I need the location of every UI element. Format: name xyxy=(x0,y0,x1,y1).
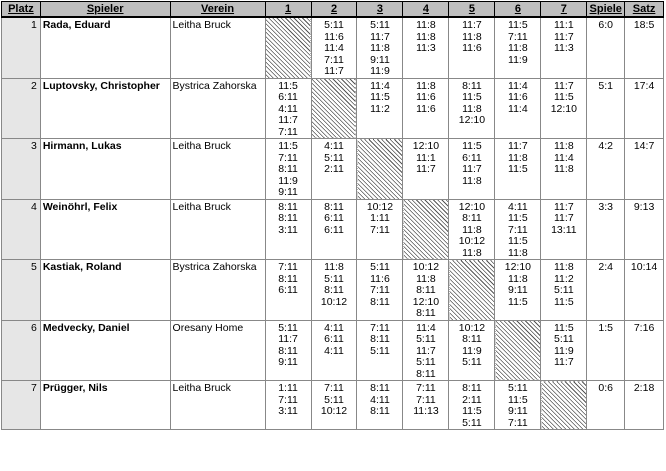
set-score: 8:11 xyxy=(416,367,436,380)
set-score: 11:7 xyxy=(416,344,436,357)
set-score: 11:8 xyxy=(370,42,390,54)
set-score: 9:11 xyxy=(370,53,390,66)
set-score: 7:11 xyxy=(508,416,528,429)
match-score-cell xyxy=(541,17,587,78)
set-score: 8:11 xyxy=(370,382,390,394)
match-score-cell xyxy=(495,199,541,260)
set-score: 5:11 xyxy=(324,272,344,285)
set-score: 4:11 xyxy=(324,321,344,334)
set-score: 10:12 xyxy=(320,295,348,308)
set-score: 11:9 xyxy=(508,53,528,66)
match-score-cell xyxy=(541,320,587,381)
header-spieler: Spieler xyxy=(40,2,170,18)
player-row xyxy=(2,320,664,381)
results-body xyxy=(2,17,664,430)
set-score: 11:8 xyxy=(416,272,436,285)
player-name: Hirmann, Lukas xyxy=(40,139,170,200)
set-score: 2:11 xyxy=(462,393,482,406)
rank-cell: 1 xyxy=(2,17,41,78)
set-score: 11:6 xyxy=(370,272,390,285)
set-score: 4:11 xyxy=(324,140,344,152)
set-score: 11:2 xyxy=(370,102,390,115)
set-score: 11:7 xyxy=(278,114,298,126)
player-row xyxy=(2,78,664,139)
set-score: 11:4 xyxy=(416,321,436,334)
self-match-cell xyxy=(265,17,311,78)
set-score: 11:6 xyxy=(416,91,436,103)
set-score: 4:11 xyxy=(370,393,390,406)
set-score: 11:6 xyxy=(324,30,344,43)
set-score: 11:8 xyxy=(416,19,436,31)
header-platz: Platz xyxy=(2,2,41,18)
set-score: 8:11 xyxy=(278,200,298,213)
set-score: 11:8 xyxy=(462,174,482,187)
self-match-cell xyxy=(495,320,541,381)
set-score: 11:5 xyxy=(508,235,528,247)
set-score: 11:5 xyxy=(508,163,528,175)
match-score-cell xyxy=(449,199,495,260)
set-score: 11:5 xyxy=(370,91,390,103)
player-row xyxy=(2,381,664,430)
match-score-cell xyxy=(403,381,449,430)
rank-cell: 7 xyxy=(2,381,41,430)
match-score-cell xyxy=(495,17,541,78)
set-score: 11:8 xyxy=(554,140,574,152)
player-club: Bystrica Zahorska xyxy=(170,260,265,321)
set-score: 5:11 xyxy=(324,19,344,31)
set-score: 5:11 xyxy=(416,356,436,368)
set-score: 6:11 xyxy=(324,212,344,224)
set-score: 8:11 xyxy=(278,344,298,357)
set-score: 11:6 xyxy=(416,102,436,115)
set-score: 12:10 xyxy=(550,102,577,115)
header-round-3: 3 xyxy=(357,2,403,18)
match-score-cell xyxy=(357,17,403,78)
player-row xyxy=(2,199,664,260)
set-score: 7:11 xyxy=(370,284,390,296)
rank-cell: 2 xyxy=(2,78,41,139)
set-score: 6:11 xyxy=(278,91,298,103)
set-score: 11:5 xyxy=(554,91,574,103)
set-score: 9:11 xyxy=(278,186,298,198)
set-score: 11:7 xyxy=(462,19,482,31)
set-score: 11:9 xyxy=(370,65,390,77)
match-score-cell xyxy=(357,260,403,321)
set-score: 11:8 xyxy=(508,42,528,54)
set-score: 5:11 xyxy=(462,416,482,429)
set-score: 7:11 xyxy=(278,125,298,138)
set-score: 11:5 xyxy=(554,321,574,334)
set-score: 9:11 xyxy=(508,284,528,296)
match-score-cell xyxy=(311,139,357,200)
set-score: 11:7 xyxy=(554,30,574,43)
match-score-cell xyxy=(403,78,449,139)
match-score-cell xyxy=(495,139,541,200)
set-score: 1:11 xyxy=(370,212,390,224)
sets-total: 17:4 xyxy=(625,78,664,139)
set-score: 6:11 xyxy=(324,333,344,345)
results-table-container xyxy=(1,1,664,430)
set-score: 8:11 xyxy=(278,272,298,285)
match-score-cell xyxy=(541,78,587,139)
header-row xyxy=(2,2,664,18)
set-score: 11:7 xyxy=(554,212,574,224)
set-score: 6:11 xyxy=(324,223,344,236)
set-score: 11:8 xyxy=(416,30,436,43)
set-score: 11:1 xyxy=(554,19,574,31)
set-score: 2:11 xyxy=(324,163,344,175)
match-score-cell xyxy=(265,139,311,200)
set-score: 11:5 xyxy=(278,79,298,92)
self-match-cell xyxy=(357,139,403,200)
games-total: 1:5 xyxy=(587,320,625,381)
set-score: 11:4 xyxy=(554,151,574,164)
player-name: Medvecky, Daniel xyxy=(40,320,170,381)
set-score: 11:9 xyxy=(278,174,298,187)
set-score: 7:11 xyxy=(416,382,436,394)
match-score-cell xyxy=(495,260,541,321)
set-score: 11:3 xyxy=(416,42,436,54)
match-score-cell xyxy=(403,320,449,381)
sets-total: 9:13 xyxy=(625,199,664,260)
set-score: 11:8 xyxy=(554,261,574,273)
match-score-cell xyxy=(541,199,587,260)
match-score-cell xyxy=(449,139,495,200)
match-score-cell xyxy=(265,78,311,139)
player-club: Leitha Bruck xyxy=(170,381,265,430)
match-score-cell xyxy=(265,320,311,381)
match-score-cell xyxy=(449,320,495,381)
player-name: Rada, Eduard xyxy=(40,17,170,78)
match-score-cell xyxy=(265,381,311,430)
sets-total: 18:5 xyxy=(625,17,664,78)
match-score-cell xyxy=(403,260,449,321)
set-score: 11:9 xyxy=(554,344,574,357)
header-satz: Satz xyxy=(625,2,664,18)
round-robin-table xyxy=(1,1,664,430)
set-score: 10:12 xyxy=(458,235,486,247)
sets-total: 14:7 xyxy=(625,139,664,200)
set-score: 5:11 xyxy=(324,393,344,406)
set-score: 11:7 xyxy=(554,200,574,213)
player-row xyxy=(2,17,664,78)
set-score: 11:8 xyxy=(508,151,528,164)
player-club: Oresany Home xyxy=(170,320,265,381)
set-score: 8:11 xyxy=(324,284,344,296)
set-score: 11:5 xyxy=(508,19,528,31)
match-score-cell xyxy=(495,78,541,139)
set-score: 11:8 xyxy=(324,261,344,273)
games-total: 0:6 xyxy=(587,381,625,430)
set-score: 6:11 xyxy=(278,284,298,296)
set-score: 11:5 xyxy=(508,393,528,406)
set-score: 11:3 xyxy=(554,42,574,54)
set-score: 5:11 xyxy=(462,356,482,368)
set-score: 7:11 xyxy=(278,261,298,273)
match-score-cell xyxy=(449,17,495,78)
set-score: 12:10 xyxy=(412,140,440,152)
set-score: 7:11 xyxy=(278,393,298,406)
set-score: 11:8 xyxy=(462,30,482,43)
set-score: 4:11 xyxy=(508,200,528,213)
player-club: Leitha Bruck xyxy=(170,139,265,200)
match-score-cell xyxy=(449,78,495,139)
set-score: 11:8 xyxy=(508,272,528,285)
games-total: 4:2 xyxy=(587,139,625,200)
set-score: 12:10 xyxy=(504,261,532,273)
set-score: 11:8 xyxy=(462,102,482,115)
match-score-cell xyxy=(541,139,587,200)
set-score: 11:8 xyxy=(508,246,528,259)
set-score: 11:5 xyxy=(554,295,574,308)
set-score: 7:11 xyxy=(416,393,436,406)
set-score: 4:11 xyxy=(278,102,298,115)
set-score: 11:4 xyxy=(508,102,528,115)
self-match-cell xyxy=(311,78,357,139)
match-score-cell xyxy=(311,17,357,78)
set-score: 4:11 xyxy=(324,344,344,357)
set-score: 8:11 xyxy=(462,212,482,224)
games-total: 2:4 xyxy=(587,260,625,321)
player-club: Leitha Bruck xyxy=(170,17,265,78)
match-score-cell xyxy=(311,320,357,381)
set-score: 11:4 xyxy=(324,42,344,54)
set-score: 10:12 xyxy=(412,261,440,273)
set-score: 11:7 xyxy=(278,333,298,345)
set-score: 12:10 xyxy=(458,114,486,126)
header-round-6: 6 xyxy=(495,2,541,18)
player-row xyxy=(2,260,664,321)
player-name: Prügger, Nils xyxy=(40,381,170,430)
match-score-cell xyxy=(265,260,311,321)
header-round-7: 7 xyxy=(541,2,587,18)
set-score: 11:4 xyxy=(370,79,390,92)
header-round-5: 5 xyxy=(449,2,495,18)
set-score: 9:11 xyxy=(508,405,528,417)
set-score: 7:11 xyxy=(324,53,344,66)
set-score: 10:12 xyxy=(366,200,394,213)
player-row xyxy=(2,139,664,200)
match-score-cell xyxy=(403,17,449,78)
set-score: 11:9 xyxy=(462,344,482,357)
match-score-cell xyxy=(495,381,541,430)
set-score: 8:11 xyxy=(370,333,390,345)
set-score: 12:10 xyxy=(458,200,486,213)
set-score: 11:8 xyxy=(462,223,482,236)
set-score: 11:1 xyxy=(416,151,436,164)
set-score: 7:11 xyxy=(370,223,390,236)
self-match-cell xyxy=(449,260,495,321)
set-score: 7:11 xyxy=(508,223,528,236)
match-score-cell xyxy=(357,320,403,381)
player-name: Weinöhrl, Felix xyxy=(40,199,170,260)
set-score: 5:11 xyxy=(554,284,574,296)
set-score: 10:12 xyxy=(320,405,348,417)
set-score: 10:12 xyxy=(458,321,486,334)
set-score: 5:11 xyxy=(554,333,574,345)
set-score: 11:6 xyxy=(508,91,528,103)
player-club: Bystrica Zahorska xyxy=(170,78,265,139)
games-total: 3:3 xyxy=(587,199,625,260)
match-score-cell xyxy=(357,78,403,139)
rank-cell: 3 xyxy=(2,139,41,200)
rank-cell: 5 xyxy=(2,260,41,321)
set-score: 7:11 xyxy=(324,382,344,394)
set-score: 8:11 xyxy=(278,212,298,224)
set-score: 5:11 xyxy=(278,321,298,334)
set-score: 11:13 xyxy=(413,405,439,417)
set-score: 11:5 xyxy=(462,91,482,103)
rank-cell: 4 xyxy=(2,199,41,260)
header-round-1: 1 xyxy=(265,2,311,18)
set-score: 11:7 xyxy=(416,163,436,175)
match-score-cell xyxy=(541,260,587,321)
set-score: 8:11 xyxy=(416,307,436,319)
set-score: 8:11 xyxy=(324,200,344,213)
match-score-cell xyxy=(311,199,357,260)
set-score: 11:8 xyxy=(554,163,574,175)
header-verein: Verein xyxy=(170,2,265,18)
set-score: 8:11 xyxy=(416,284,436,296)
set-score: 1:11 xyxy=(278,382,298,394)
set-score: 5:11 xyxy=(370,344,390,357)
set-score: 11:5 xyxy=(462,405,482,417)
set-score: 5:11 xyxy=(508,382,528,394)
player-name: Luptovsky, Christopher xyxy=(40,78,170,139)
set-score: 11:5 xyxy=(508,295,528,308)
header-spiele: Spiele xyxy=(587,2,625,18)
match-score-cell xyxy=(357,381,403,430)
self-match-cell xyxy=(403,199,449,260)
header-round-2: 2 xyxy=(311,2,357,18)
set-score: 8:11 xyxy=(370,405,390,417)
player-name: Kastiak, Roland xyxy=(40,260,170,321)
match-score-cell xyxy=(403,139,449,200)
set-score: 11:8 xyxy=(462,246,482,259)
set-score: 11:7 xyxy=(554,356,574,368)
set-score: 11:4 xyxy=(508,79,528,92)
set-score: 3:11 xyxy=(278,405,298,417)
match-score-cell xyxy=(311,381,357,430)
sets-total: 7:16 xyxy=(625,320,664,381)
set-score: 7:11 xyxy=(278,151,298,164)
games-total: 6:0 xyxy=(587,17,625,78)
set-score: 11:7 xyxy=(554,79,574,92)
player-club: Leitha Bruck xyxy=(170,199,265,260)
set-score: 8:11 xyxy=(462,333,482,345)
set-score: 13:11 xyxy=(551,223,577,236)
match-score-cell xyxy=(449,381,495,430)
set-score: 8:11 xyxy=(370,295,390,308)
set-score: 11:7 xyxy=(324,65,344,77)
set-score: 11:5 xyxy=(462,140,482,152)
match-score-cell xyxy=(265,199,311,260)
match-score-cell xyxy=(357,199,403,260)
set-score: 3:11 xyxy=(278,223,298,236)
rank-cell: 6 xyxy=(2,320,41,381)
set-score: 11:6 xyxy=(462,42,482,54)
games-total: 5:1 xyxy=(587,78,625,139)
set-score: 11:2 xyxy=(554,272,574,285)
match-score-cell xyxy=(311,260,357,321)
set-score: 8:11 xyxy=(278,163,298,175)
self-match-cell xyxy=(541,381,587,430)
set-score: 5:11 xyxy=(370,261,390,273)
set-score: 11:8 xyxy=(416,79,436,92)
set-score: 11:7 xyxy=(508,140,528,152)
set-score: 5:11 xyxy=(416,333,436,345)
set-score: 7:11 xyxy=(508,30,528,43)
sets-total: 10:14 xyxy=(625,260,664,321)
header-round-4: 4 xyxy=(403,2,449,18)
set-score: 8:11 xyxy=(462,79,482,92)
set-score: 11:5 xyxy=(278,140,298,152)
set-score: 8:11 xyxy=(462,382,482,394)
set-score: 11:7 xyxy=(462,163,482,175)
set-score: 7:11 xyxy=(370,321,390,334)
set-score: 12:10 xyxy=(412,295,440,308)
set-score: 9:11 xyxy=(278,356,298,368)
set-score: 11:7 xyxy=(370,30,390,43)
set-score: 11:5 xyxy=(508,212,528,224)
set-score: 6:11 xyxy=(462,151,482,164)
set-score: 5:11 xyxy=(370,19,390,31)
set-score: 5:11 xyxy=(324,151,344,164)
sets-total: 2:18 xyxy=(625,381,664,430)
